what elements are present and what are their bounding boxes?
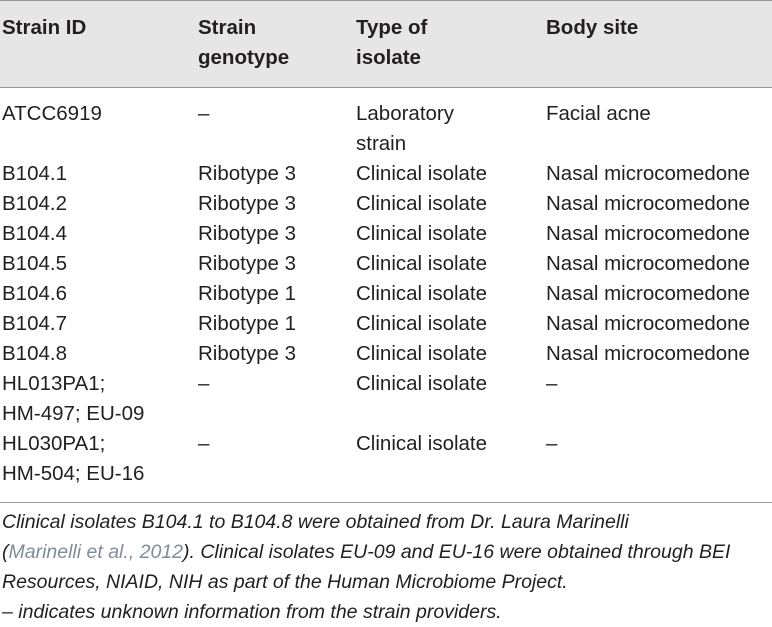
cell-isolate: Clinical isolate (356, 222, 488, 245)
table-row (0, 88, 772, 160)
cell-genotype: Ribotype 1 (198, 282, 297, 305)
cell-strain-id: B104.2 (2, 192, 67, 215)
table-row (0, 309, 772, 339)
header-type-of-isolate: Type of isolate (356, 1, 546, 88)
cell-isolate: Clinical isolate (356, 432, 488, 455)
table-row (0, 249, 772, 279)
cell-strain-id: B104.1 (2, 162, 67, 185)
cell-strain-id: B104.7 (2, 312, 67, 335)
table-row (0, 279, 772, 309)
header-body-site: Body site (546, 1, 772, 88)
cell-isolate: Clinical isolate (356, 192, 488, 215)
cell-body-site: – (546, 432, 558, 455)
cell-genotype: – (198, 372, 210, 395)
table-row (0, 429, 772, 502)
table-row (0, 219, 772, 249)
cell-genotype: Ribotype 3 (198, 342, 297, 365)
table-header-row (0, 1, 772, 88)
header-strain-genotype: Strain genotype (198, 1, 356, 88)
cell-isolate: Clinical isolate (356, 342, 488, 365)
table-row (0, 339, 772, 369)
cell-genotype: – (198, 432, 210, 455)
cell-strain-id: B104.8 (2, 342, 67, 365)
cell-genotype: – (198, 102, 210, 125)
cell-genotype: Ribotype 3 (198, 162, 297, 185)
table-bottom-rule (0, 502, 772, 503)
table-row (0, 369, 772, 429)
cell-strain-id: ATCC6919 (2, 102, 102, 125)
footnote-line: (Marinelli et al., 2012). Clinical isolates EU-09 and EU-16 were obtained through BEI (2, 541, 731, 563)
cell-genotype: Ribotype 3 (198, 252, 297, 275)
table-footnotes (2, 507, 770, 627)
table-row (0, 159, 772, 189)
footnote-unknown-note: – indicates unknown information from the strain providers. (2, 601, 502, 623)
cell-body-site: Nasal microcomedone (546, 312, 750, 335)
cell-body-site: Nasal microcomedone (546, 282, 750, 305)
footnote-line: Clinical isolates B104.1 to B104.8 were obtained from Dr. Laura Marinelli (2, 511, 629, 533)
cell-body-site: Nasal microcomedone (546, 222, 750, 245)
table-row (0, 189, 772, 219)
cell-isolate: Clinical isolate (356, 282, 488, 305)
cell-isolate: Clinical isolate (356, 162, 488, 185)
cell-strain-id: HL013PA1; HM-497; EU-09 (2, 372, 145, 425)
header-strain-id: Strain ID (0, 1, 198, 88)
cell-body-site: Nasal microcomedone (546, 342, 750, 365)
cell-body-site: Facial acne (546, 102, 651, 125)
cell-genotype: Ribotype 1 (198, 312, 297, 335)
cell-body-site: Nasal microcomedone (546, 162, 750, 185)
cell-strain-id: HL030PA1; HM-504; EU-16 (2, 432, 145, 485)
citation-link[interactable]: Marinelli et al., 2012 (8, 541, 184, 563)
cell-strain-id: B104.5 (2, 252, 67, 275)
cell-body-site: Nasal microcomedone (546, 252, 750, 275)
cell-isolate: Clinical isolate (356, 312, 488, 335)
footnote-line: Resources, NIAID, NIH as part of the Human Microbiome Project. (2, 571, 568, 593)
cell-strain-id: B104.4 (2, 222, 67, 245)
cell-body-site: Nasal microcomedone (546, 192, 750, 215)
cell-isolate: Laboratory strain (356, 102, 455, 155)
cell-isolate: Clinical isolate (356, 252, 488, 275)
cell-genotype: Ribotype 3 (198, 222, 297, 245)
cell-isolate: Clinical isolate (356, 372, 488, 395)
cell-body-site: – (546, 372, 558, 395)
cell-genotype: Ribotype 3 (198, 192, 297, 215)
cell-strain-id: B104.6 (2, 282, 67, 305)
